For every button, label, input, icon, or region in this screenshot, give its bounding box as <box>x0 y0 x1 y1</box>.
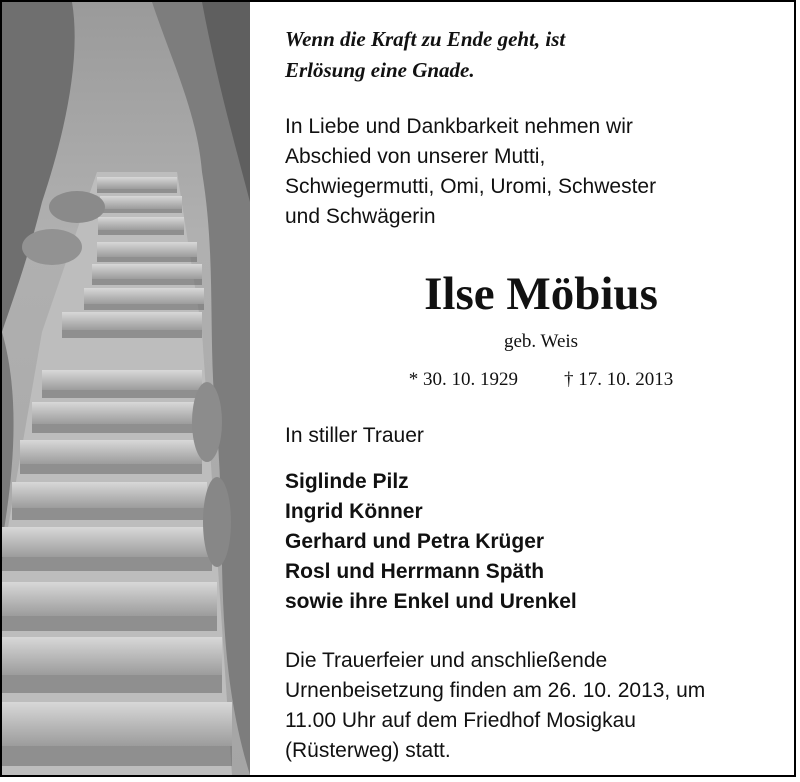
birth-name: geb. Weis <box>503 331 579 352</box>
motto-line: Erlösung eine Gnade. <box>285 58 475 82</box>
deceased-name: Ilse Möbius <box>424 268 658 320</box>
birth-date: * 30. 10. 1929 <box>408 369 518 390</box>
motto-quote <box>285 24 565 86</box>
life-dates <box>285 367 796 393</box>
motto-line: Wenn die Kraft zu Ende geht, ist <box>285 27 566 51</box>
funeral-line: (Rüsterweg) statt. <box>285 739 451 762</box>
funeral-line: Urnenbeisetzung finden am 26. 10. 2013, um <box>285 679 706 702</box>
intro-line: und Schwägerin <box>285 205 436 228</box>
mourner-name: Siglinde Pilz <box>285 470 409 493</box>
mourner-name: Gerhard und Petra Krüger <box>285 530 545 553</box>
mourners-list <box>285 467 577 617</box>
funeral-line: Die Trauerfeier und anschließende <box>285 649 608 672</box>
intro-paragraph <box>285 112 656 232</box>
mourning-heading: In stiller Trauer <box>285 424 424 447</box>
stone-steps-photo <box>2 2 250 775</box>
intro-line: Schwiegermutti, Omi, Uromi, Schwester <box>285 175 657 198</box>
mourner-name: Rosl und Herrmann Späth <box>285 560 545 583</box>
mourner-name: Ingrid Könner <box>285 500 423 523</box>
intro-line: In Liebe und Dankbarkeit nehmen wir <box>285 115 633 138</box>
mourner-name: sowie ihre Enkel und Urenkel <box>285 590 577 613</box>
funeral-line: 11.00 Uhr auf dem Friedhof Mosigkau <box>285 709 636 732</box>
intro-line: Abschied von unserer Mutti, <box>285 145 546 168</box>
death-date: † 17. 10. 2013 <box>564 369 674 390</box>
funeral-details <box>285 646 795 766</box>
